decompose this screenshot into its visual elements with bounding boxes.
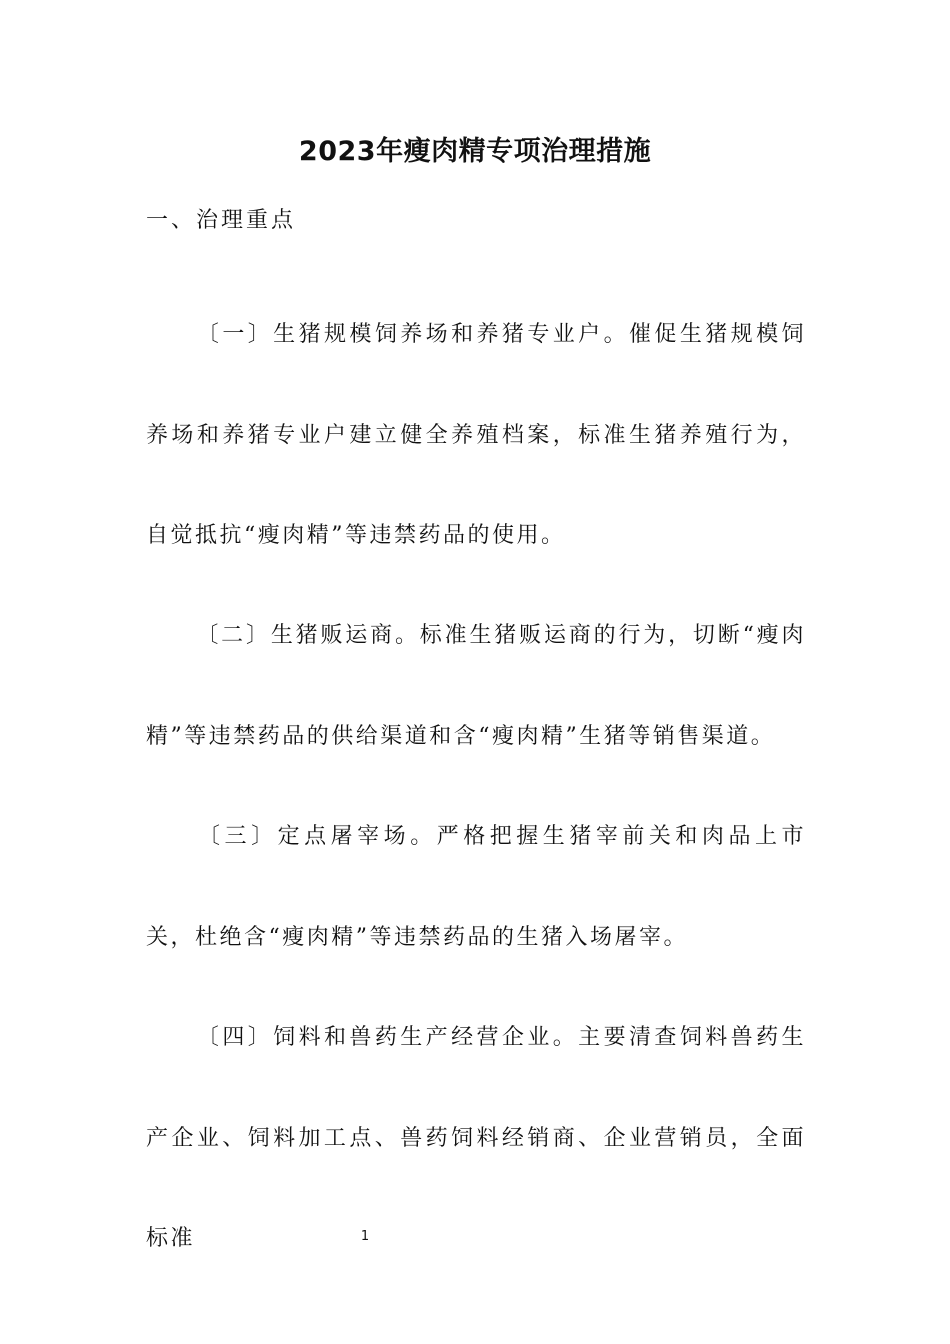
paragraph [146,787,806,988]
document-title: 2023年瘦肉精专项治理措施 [298,136,652,167]
paragraph-text: 〔一〕生猪规模饲养场和养猪专业户。催促生猪规模饲养场和养猪专业户建立健全养殖档案，标准生猪养殖行为，自觉抵抗“瘦肉精”等违禁药品的使用。 [146,322,806,548]
page-number: 1 [360,1229,370,1244]
section-heading: 一、治理重点 [146,208,297,233]
paragraph [146,285,806,587]
paragraph [146,988,806,1290]
paragraph [146,586,806,787]
paragraph-text: 〔三〕定点屠宰场。严格把握生猪宰前关和肉品上市关，杜绝含“瘦肉精”等违禁药品的生猪入场屠宰。 [146,824,806,950]
paragraph-text: 〔四〕饲料和兽药生产经营企业。主要清查饲料兽药生产企业、饲料加工点、兽药饲料经销商、企业营销员，全面标准 [146,1025,806,1251]
paragraph-text: 〔二〕生猪贩运商。标准生猪贩运商的行为，切断“瘦肉精”等违禁药品的供给渠道和含“瘦肉精”生猪等销售渠道。 [146,623,806,749]
